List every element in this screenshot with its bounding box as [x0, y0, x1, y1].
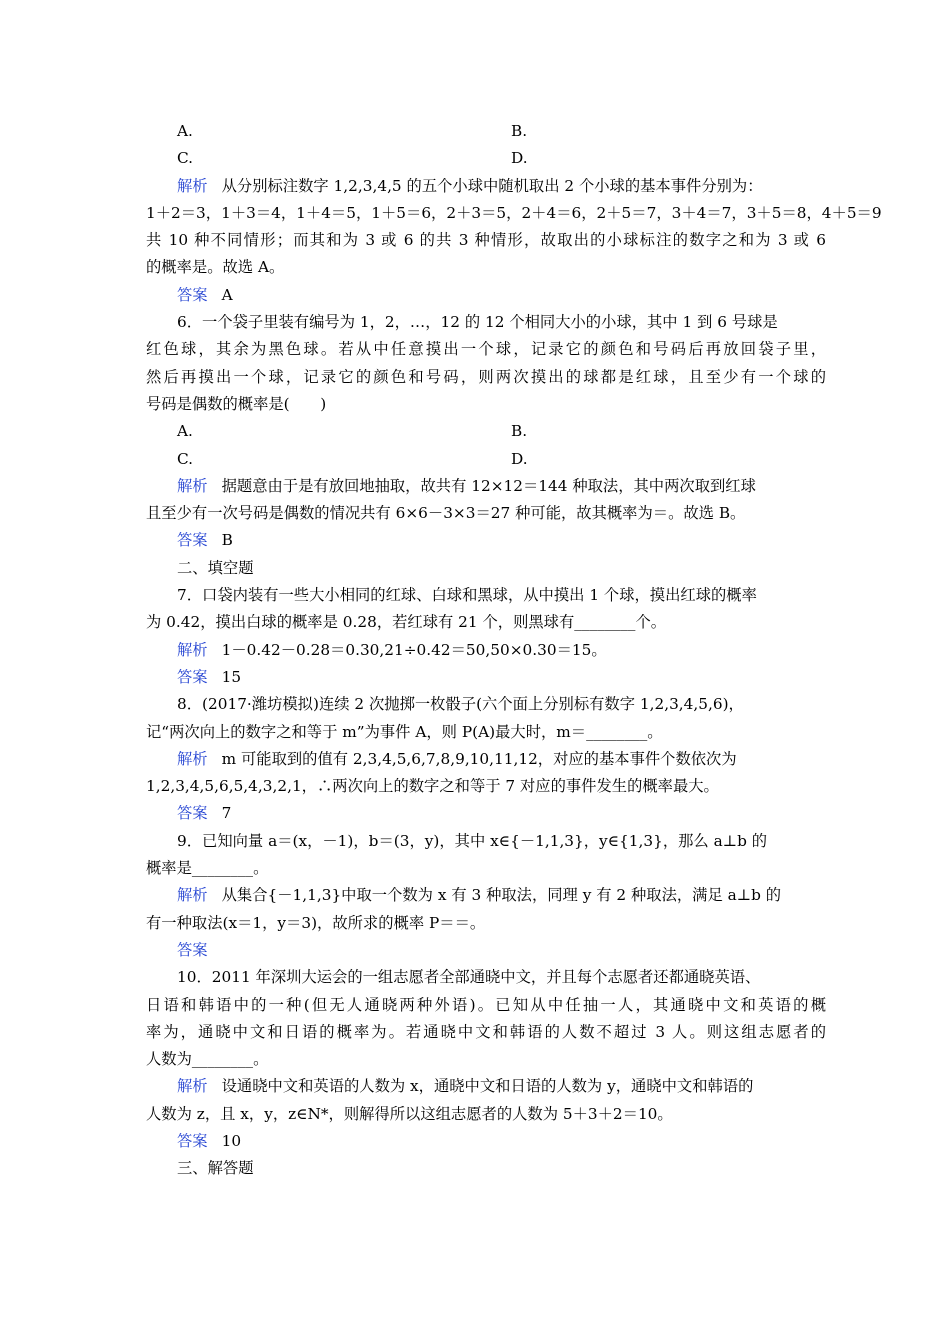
- question-9-line: [146, 828, 826, 855]
- solution-text: 且至少有一次号码是偶数的情况共有 6×6－3×3＝27 种可能，故其概率为＝。故选 B。: [146, 504, 746, 523]
- question-8-line: [146, 719, 826, 746]
- solution-text: 有一种取法(x＝1，y＝3)，故所求的概率 P＝＝。: [146, 913, 486, 932]
- question-6-line: [146, 309, 826, 336]
- question-text: 7．口袋内装有一些大小相同的红球、白球和黑球，从中摸出 1 个球，摸出红球的概率: [177, 586, 757, 605]
- answer-value: 10: [221, 1131, 242, 1150]
- question-text: 概率是________。: [146, 859, 269, 878]
- solution-text: 1－0.42－0.28＝0.30,21÷0.42＝50,50×0.30＝15。: [221, 640, 607, 659]
- solution-text: 人数为 z，且 x，y，z∈N*，则解得所以这组志愿者的人数为 5＋3＋2＝10。: [146, 1104, 673, 1123]
- solution-text: m 可能取到的值有 2,3,4,5,6,7,8,9,10,11,12，对应的基本事件个数依次为: [221, 749, 737, 768]
- option-c: C.: [177, 149, 194, 168]
- solution-line: [146, 773, 826, 800]
- question-8-line: [146, 691, 826, 718]
- solution-text: 1＋2＝3，1＋3＝4，1＋4＝5，1＋5＝6，2＋3＝5，2＋4＝6，2＋5＝7，3＋4＝7，3＋5＝8，4＋5＝9: [146, 203, 882, 222]
- solution-line: [146, 910, 826, 937]
- answer-label: 答案: [177, 531, 208, 550]
- answer-value: 7: [221, 804, 232, 823]
- solution-line: [146, 500, 826, 527]
- solution-label: 解析: [177, 176, 208, 195]
- solution-label: 解析: [177, 749, 208, 768]
- question-text: 率为，通晓中文和日语的概率为。若通晓中文和韩语的人数不超过 3 人。则这组志愿者的: [146, 1022, 826, 1041]
- solution-text: 据题意由于是有放回地抽取，故共有 12×12＝144 种取法，其中两次取到红球: [221, 476, 756, 495]
- solution-label: 解析: [177, 640, 208, 659]
- question-10-line: [146, 992, 826, 1019]
- question-6-line: [146, 364, 826, 391]
- question-text: 为 0.42，摸出白球的概率是 0.28，若红球有 21 个，则黑球有________个。: [146, 613, 667, 632]
- answer-label: 答案: [177, 285, 208, 304]
- section-heading: [146, 555, 826, 582]
- question-text: 8．(2017·潍坊模拟)连续 2 次抛掷一枚骰子(六个面上分别标有数字 1,2,3,4,5,6)，: [177, 695, 744, 714]
- answer-line: [146, 527, 826, 554]
- answer-value: B: [221, 531, 233, 550]
- question-10-line: [146, 964, 826, 991]
- section-title: 二、填空题: [177, 558, 254, 577]
- solution-line: [146, 254, 826, 281]
- option-b: B.: [511, 122, 528, 140]
- solution-line: [146, 637, 826, 664]
- option-a: A.: [177, 122, 193, 140]
- question-7-line: [146, 609, 826, 636]
- answer-line: [146, 664, 826, 691]
- answer-label: 答案: [177, 1131, 208, 1150]
- question-10-line: [146, 1046, 826, 1073]
- solution-text: 从集合{－1,1,3}中取一个数为 x 有 3 种取法，同理 y 有 2 种取法，满足 a⊥b 的: [221, 886, 782, 905]
- solution-line: [146, 173, 826, 200]
- solution-line: [146, 200, 882, 227]
- question-6-line: [146, 336, 826, 363]
- question-text: 人数为________。: [146, 1050, 269, 1069]
- solution-text: 1,2,3,4,5,6,5,4,3,2,1，∴两次向上的数字之和等于 7 对应的事件发生的概率最大。: [146, 777, 719, 796]
- solution-label: 解析: [177, 886, 208, 905]
- answer-line: [146, 282, 826, 309]
- answer-line: [146, 800, 826, 827]
- answer-line: [146, 1128, 826, 1155]
- question-text: 10．2011 年深圳大运会的一组志愿者全部通晓中文，并且每个志愿者还都通晓英语、: [177, 968, 761, 987]
- options-row-cd: [146, 446, 826, 473]
- option-d: D.: [511, 149, 528, 168]
- question-text: 红色球，其余为黑色球。若从中任意摸出一个球，记录它的颜色和号码后再放回袋子里，: [146, 340, 826, 359]
- option-b: B.: [511, 422, 528, 441]
- solution-text: 从分别标注数字 1,2,3,4,5 的五个小球中随机取出 2 个小球的基本事件分别为：: [221, 176, 763, 195]
- solution-label: 解析: [177, 476, 208, 495]
- options-row-ab: [146, 418, 826, 445]
- answer-value: A: [221, 285, 233, 304]
- question-text: 日语和韩语中的一种(但无人通晓两种外语)。已知从中任抽一人，其通晓中文和英语的概: [146, 995, 826, 1014]
- option-d: D.: [511, 449, 528, 468]
- answer-value: 15: [221, 667, 242, 686]
- solution-line: [146, 227, 826, 254]
- question-text: 号码是偶数的概率是( ): [146, 394, 327, 413]
- document-body: [146, 118, 882, 1183]
- solution-line: [146, 882, 826, 909]
- answer-label: 答案: [177, 804, 208, 823]
- option-c: C.: [177, 449, 194, 468]
- question-text: 记“两次向上的数字之和等于 m”为事件 A，则 P(A)最大时，m＝________。: [146, 722, 663, 741]
- answer-label: 答案: [177, 667, 208, 686]
- options-row-ab: [146, 118, 826, 145]
- options-row-cd: [146, 145, 826, 172]
- question-text: 9．已知向量 a＝(x，－1)，b＝(3，y)，其中 x∈{－1,1,3}，y∈{1,3}，那么 a⊥b 的: [177, 831, 768, 850]
- solution-text: 共 10 种不同情形；而其和为 3 或 6 的共 3 种情形，故取出的小球标注的数字之和为 3 或 6: [146, 231, 826, 250]
- option-a: A.: [177, 422, 193, 441]
- solution-label: 解析: [177, 1077, 208, 1096]
- answer-label: 答案: [177, 940, 208, 959]
- question-9-line: [146, 855, 826, 882]
- solution-line: [146, 746, 826, 773]
- solution-text: 设通晓中文和英语的人数为 x，通晓中文和日语的人数为 y，通晓中文和韩语的: [221, 1077, 754, 1096]
- question-text: 然后再摸出一个球，记录它的颜色和号码，则两次摸出的球都是红球，且至少有一个球的: [146, 367, 826, 386]
- solution-line: [146, 1073, 826, 1100]
- answer-line: [146, 937, 826, 964]
- section-heading: [146, 1155, 826, 1182]
- section-title: 三、解答题: [177, 1159, 254, 1178]
- question-6-line: [146, 391, 826, 418]
- question-text: 6．一个袋子里装有编号为 1，2，…，12 的 12 个相同大小的小球，其中 1 到 6 号球是: [177, 313, 778, 332]
- solution-line: [146, 473, 826, 500]
- solution-line: [146, 1101, 826, 1128]
- question-7-line: [146, 582, 826, 609]
- question-10-line: [146, 1019, 826, 1046]
- solution-text: 的概率是。故选 A。: [146, 258, 285, 277]
